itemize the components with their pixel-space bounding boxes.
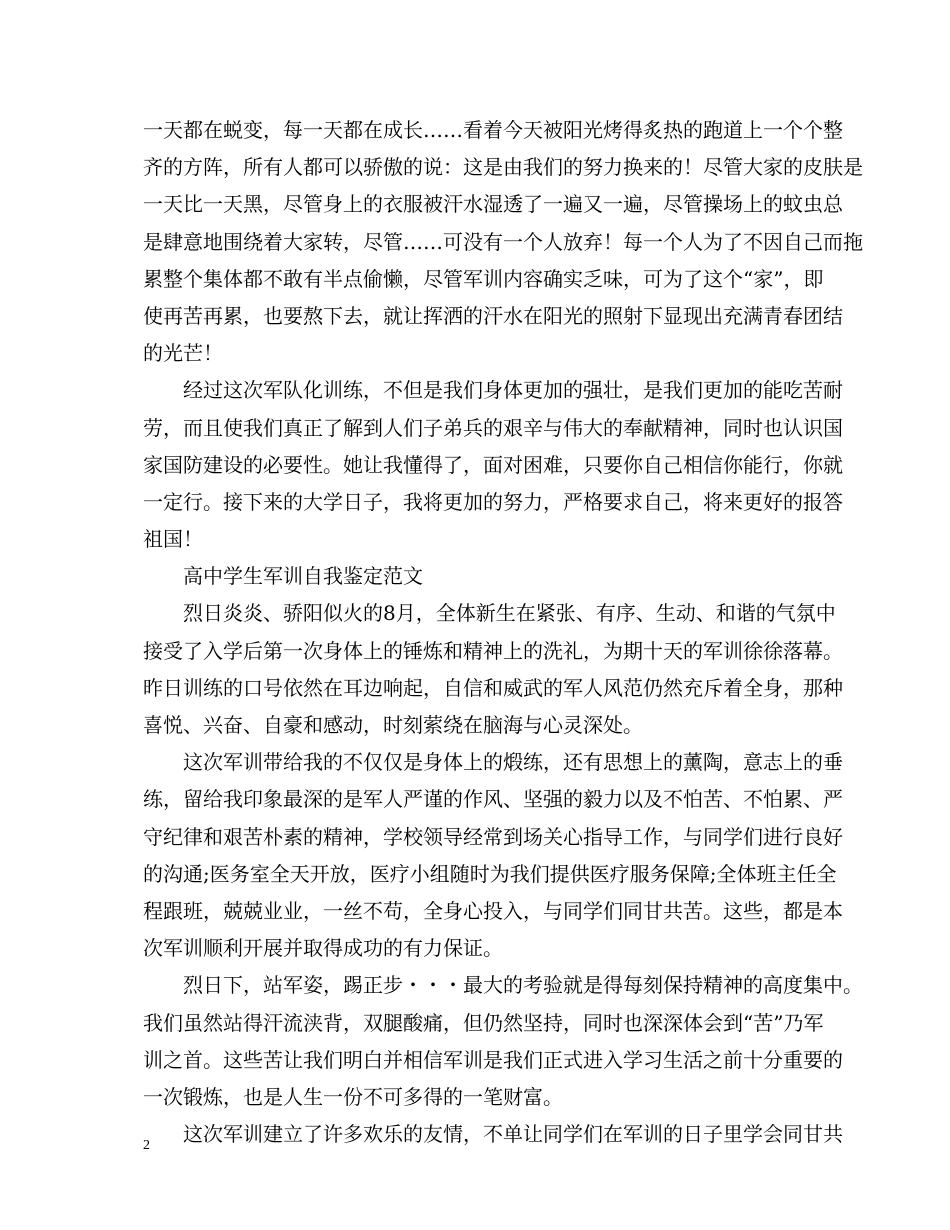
text-line: 次军训顺利开展并取得成功的有力保证。 [143,936,503,961]
text-line: 练，留给我印象最深的是军人严谨的作风、坚强的毅力以及不怕苦、不怕累、严 [143,787,843,812]
text-line: 喜悦、兴奋、自豪和感动，时刻萦绕在脑海与心灵深处。 [143,713,643,737]
text-line: 接受了入学后第一次身体上的锤炼和精神上的洗礼，为期十天的军训徐徐落幕。 [143,638,843,663]
text-line: 的光芒！ [143,341,223,366]
text-line: 昨日训练的口号依然在耳边响起，自信和威武的军人风范仍然充斥着全身，那种 [143,675,843,700]
text-line: 齐的方阵，所有人都可以骄傲的说：这是由我们的努力换来的！尽管大家的皮肤是 [143,155,863,180]
text-line: 一定行。接下来的大学日子，我将更加的努力，严格要求自己，将来更好的报答 [143,489,843,514]
text-line: 烈日下，站军姿，踢正步・・・最大的考验就是得每刻保持精神的高度集中。 [183,973,863,998]
text-line: 的沟通;医务室全天开放，医疗小组随时为我们提供医疗服务保障;全体班主任全 [143,861,837,886]
text-line: 训之首。这些苦让我们明白并相信军训是我们正式进入学习生活之前十分重要的 [143,1047,843,1072]
text-line: 家国防建设的必要性。她让我懂得了，面对困难，只要你自己相信你能行，你就 [143,452,843,477]
document-body [143,112,863,1153]
text-line: 守纪律和艰苦朴素的精神，学校领导经常到场关心指导工作，与同学们进行良好 [143,824,843,849]
text-line: 烈日炎炎、骄阳似火的8月，全体新生在紧张、有序、生动、和谐的气氛中 [183,601,836,626]
text-line: 是肆意地围绕着大家转，尽管……可没有一个人放弃！每一个人为了不因自己而拖 [143,229,863,254]
text-line: 一天比一天黑，尽管身上的衣服被汗水湿透了一遍又一遍，尽管操场上的蚊虫总 [143,192,843,217]
text-line: 祖国！ [143,527,203,552]
text-line: 使再苦再累，也要熬下去，就让挥洒的汗水在阳光的照射下显现出充满青春团结 [143,303,843,328]
text-line: 我们虽然站得汗流浃背，双腿酸痛，但仍然坚持，同时也深深体会到“苦”乃军 [143,1010,824,1035]
text-line: 这次军训建立了许多欢乐的友情，不单让同学们在军训的日子里学会同甘共 [183,1122,843,1147]
text-line: 一次锻炼，也是人生一份不可多得的一笔财富。 [143,1084,563,1109]
text-line: 一天都在蜕变，每一天都在成长……看着今天被阳光烤得炙热的跑道上一个个整 [143,118,843,142]
page-number: 2 [143,1138,150,1153]
text-line: 经过这次军队化训练，不但是我们身体更加的强壮，是我们更加的能吃苦耐 [183,378,843,403]
text-line: 程跟班，兢兢业业，一丝不苟，全身心投入，与同学们同甘共苦。这些，都是本 [143,898,843,923]
text-line: 累整个集体都不敢有半点偷懒，尽管军训内容确实乏味，可为了这个“家”，即 [143,266,824,291]
text-line: 这次军训带给我的不仅仅是身体上的煅练，还有思想上的薰陶，意志上的垂 [183,750,843,775]
text-line: 高中学生军训自我鉴定范文 [183,564,423,589]
text-line: 劳，而且使我们真正了解到人们子弟兵的艰辛与伟大的奉献精神，同时也认识国 [143,415,843,440]
